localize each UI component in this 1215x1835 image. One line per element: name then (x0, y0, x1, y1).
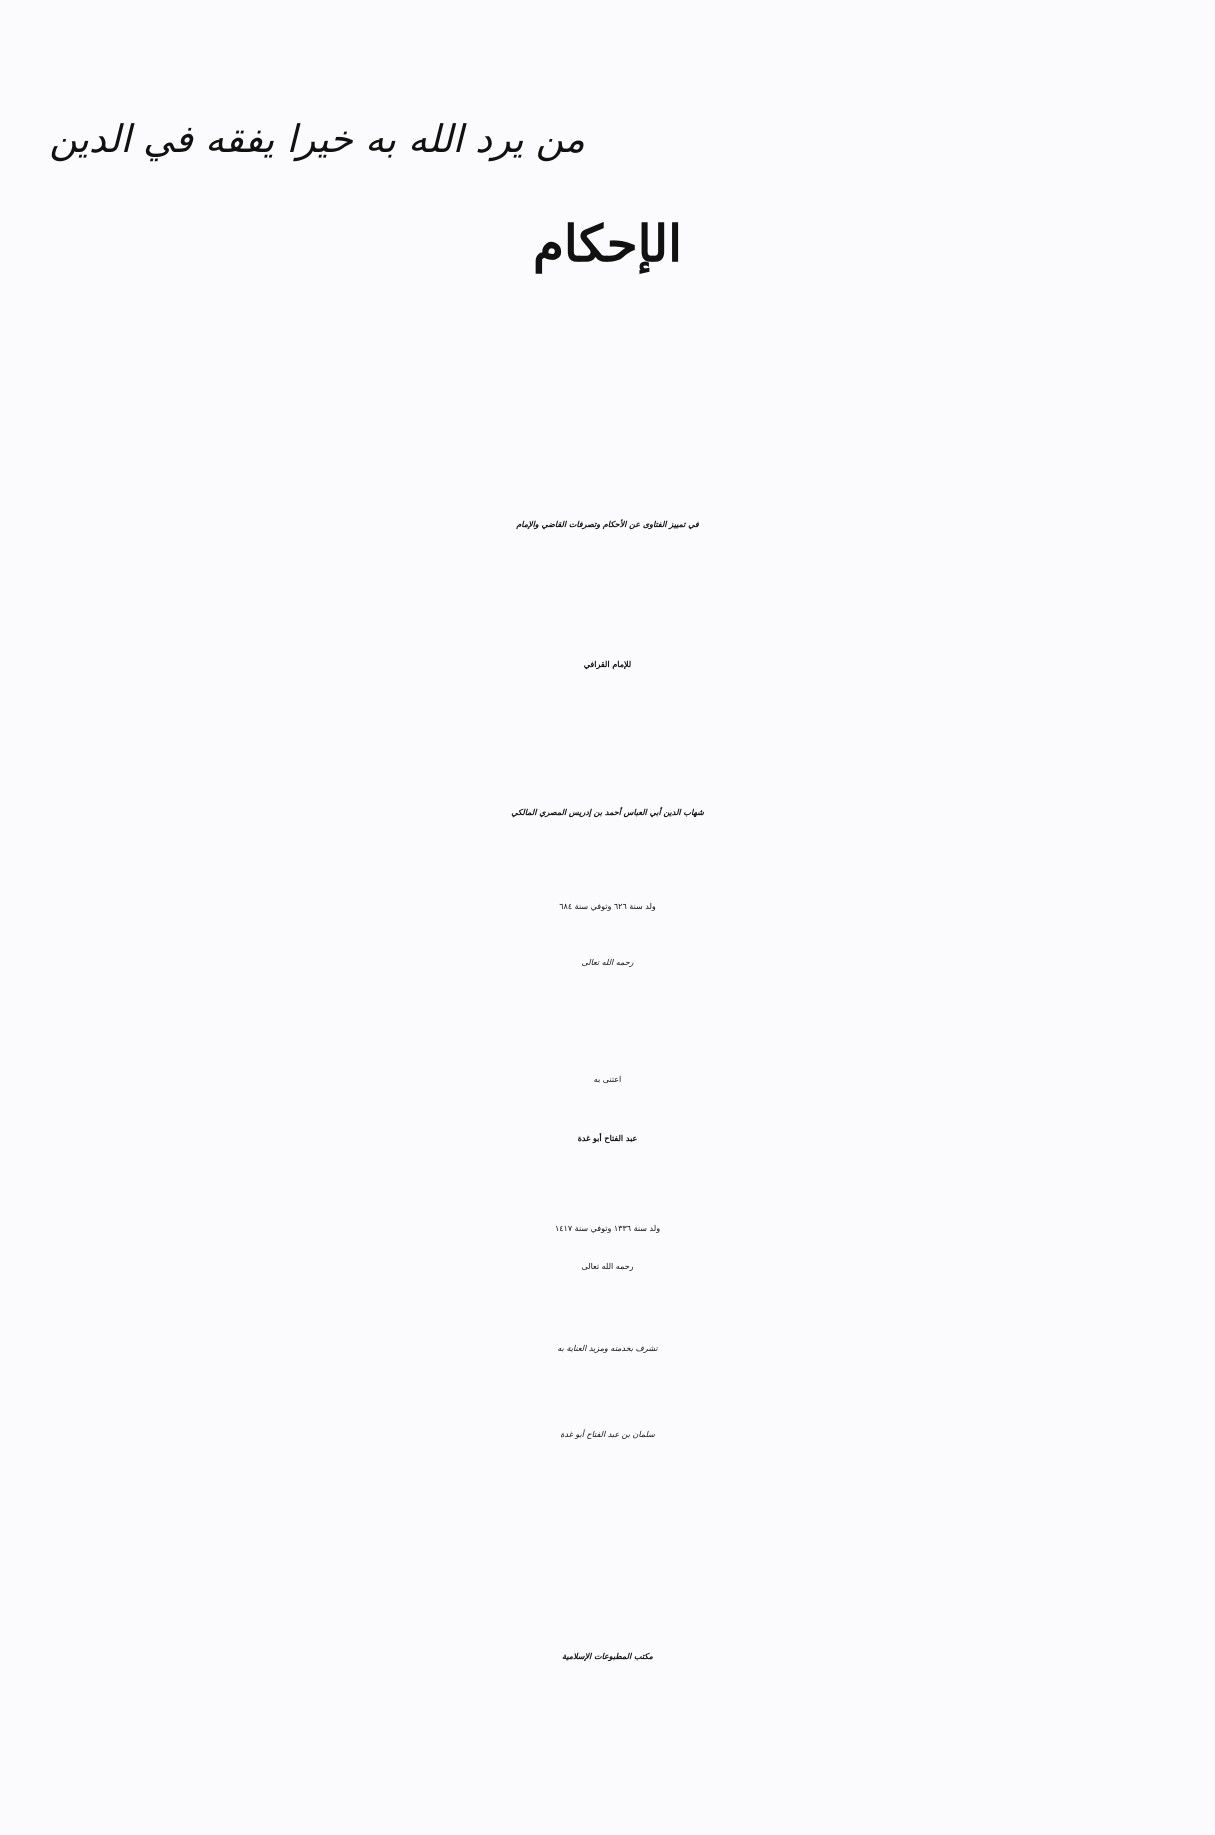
book-title: الإحكام (532, 214, 683, 273)
author-title: للإمام القرافي (583, 659, 632, 669)
motto: من يرد الله به خيرا يفقه في الدين (49, 117, 585, 161)
author-full-name: شهاب الدين أبي العباس أحمد بن إدريس المصري المالكي (511, 807, 704, 817)
editor-dates: ولد سنة ١٣٣٦ وتوفي سنة ١٤١٧ (554, 1224, 661, 1233)
author-dates: ولد سنة ٦٢٦ وتوفي سنة ٦٨٤ (559, 902, 656, 911)
author-prayer: رحمه الله تعالى (581, 958, 634, 967)
publisher-name: مكتب المطبوعات الإسلامية (562, 1651, 653, 1661)
book-subtitle: في تمييز الفتاوى عن الأحكام وتصرفات القاضي والإمام (516, 519, 699, 529)
service-name: سلمان بن عبد الفتاح أبو غدة (560, 1430, 655, 1439)
service-label: تشرف بخدمته ومزيد العناية به (557, 1344, 658, 1353)
editor-label: اعتنى به (593, 1075, 622, 1084)
editor-name: عبد الفتاح أبو غدة (577, 1133, 638, 1143)
editor-prayer: رحمه الله تعالى (581, 1262, 634, 1271)
